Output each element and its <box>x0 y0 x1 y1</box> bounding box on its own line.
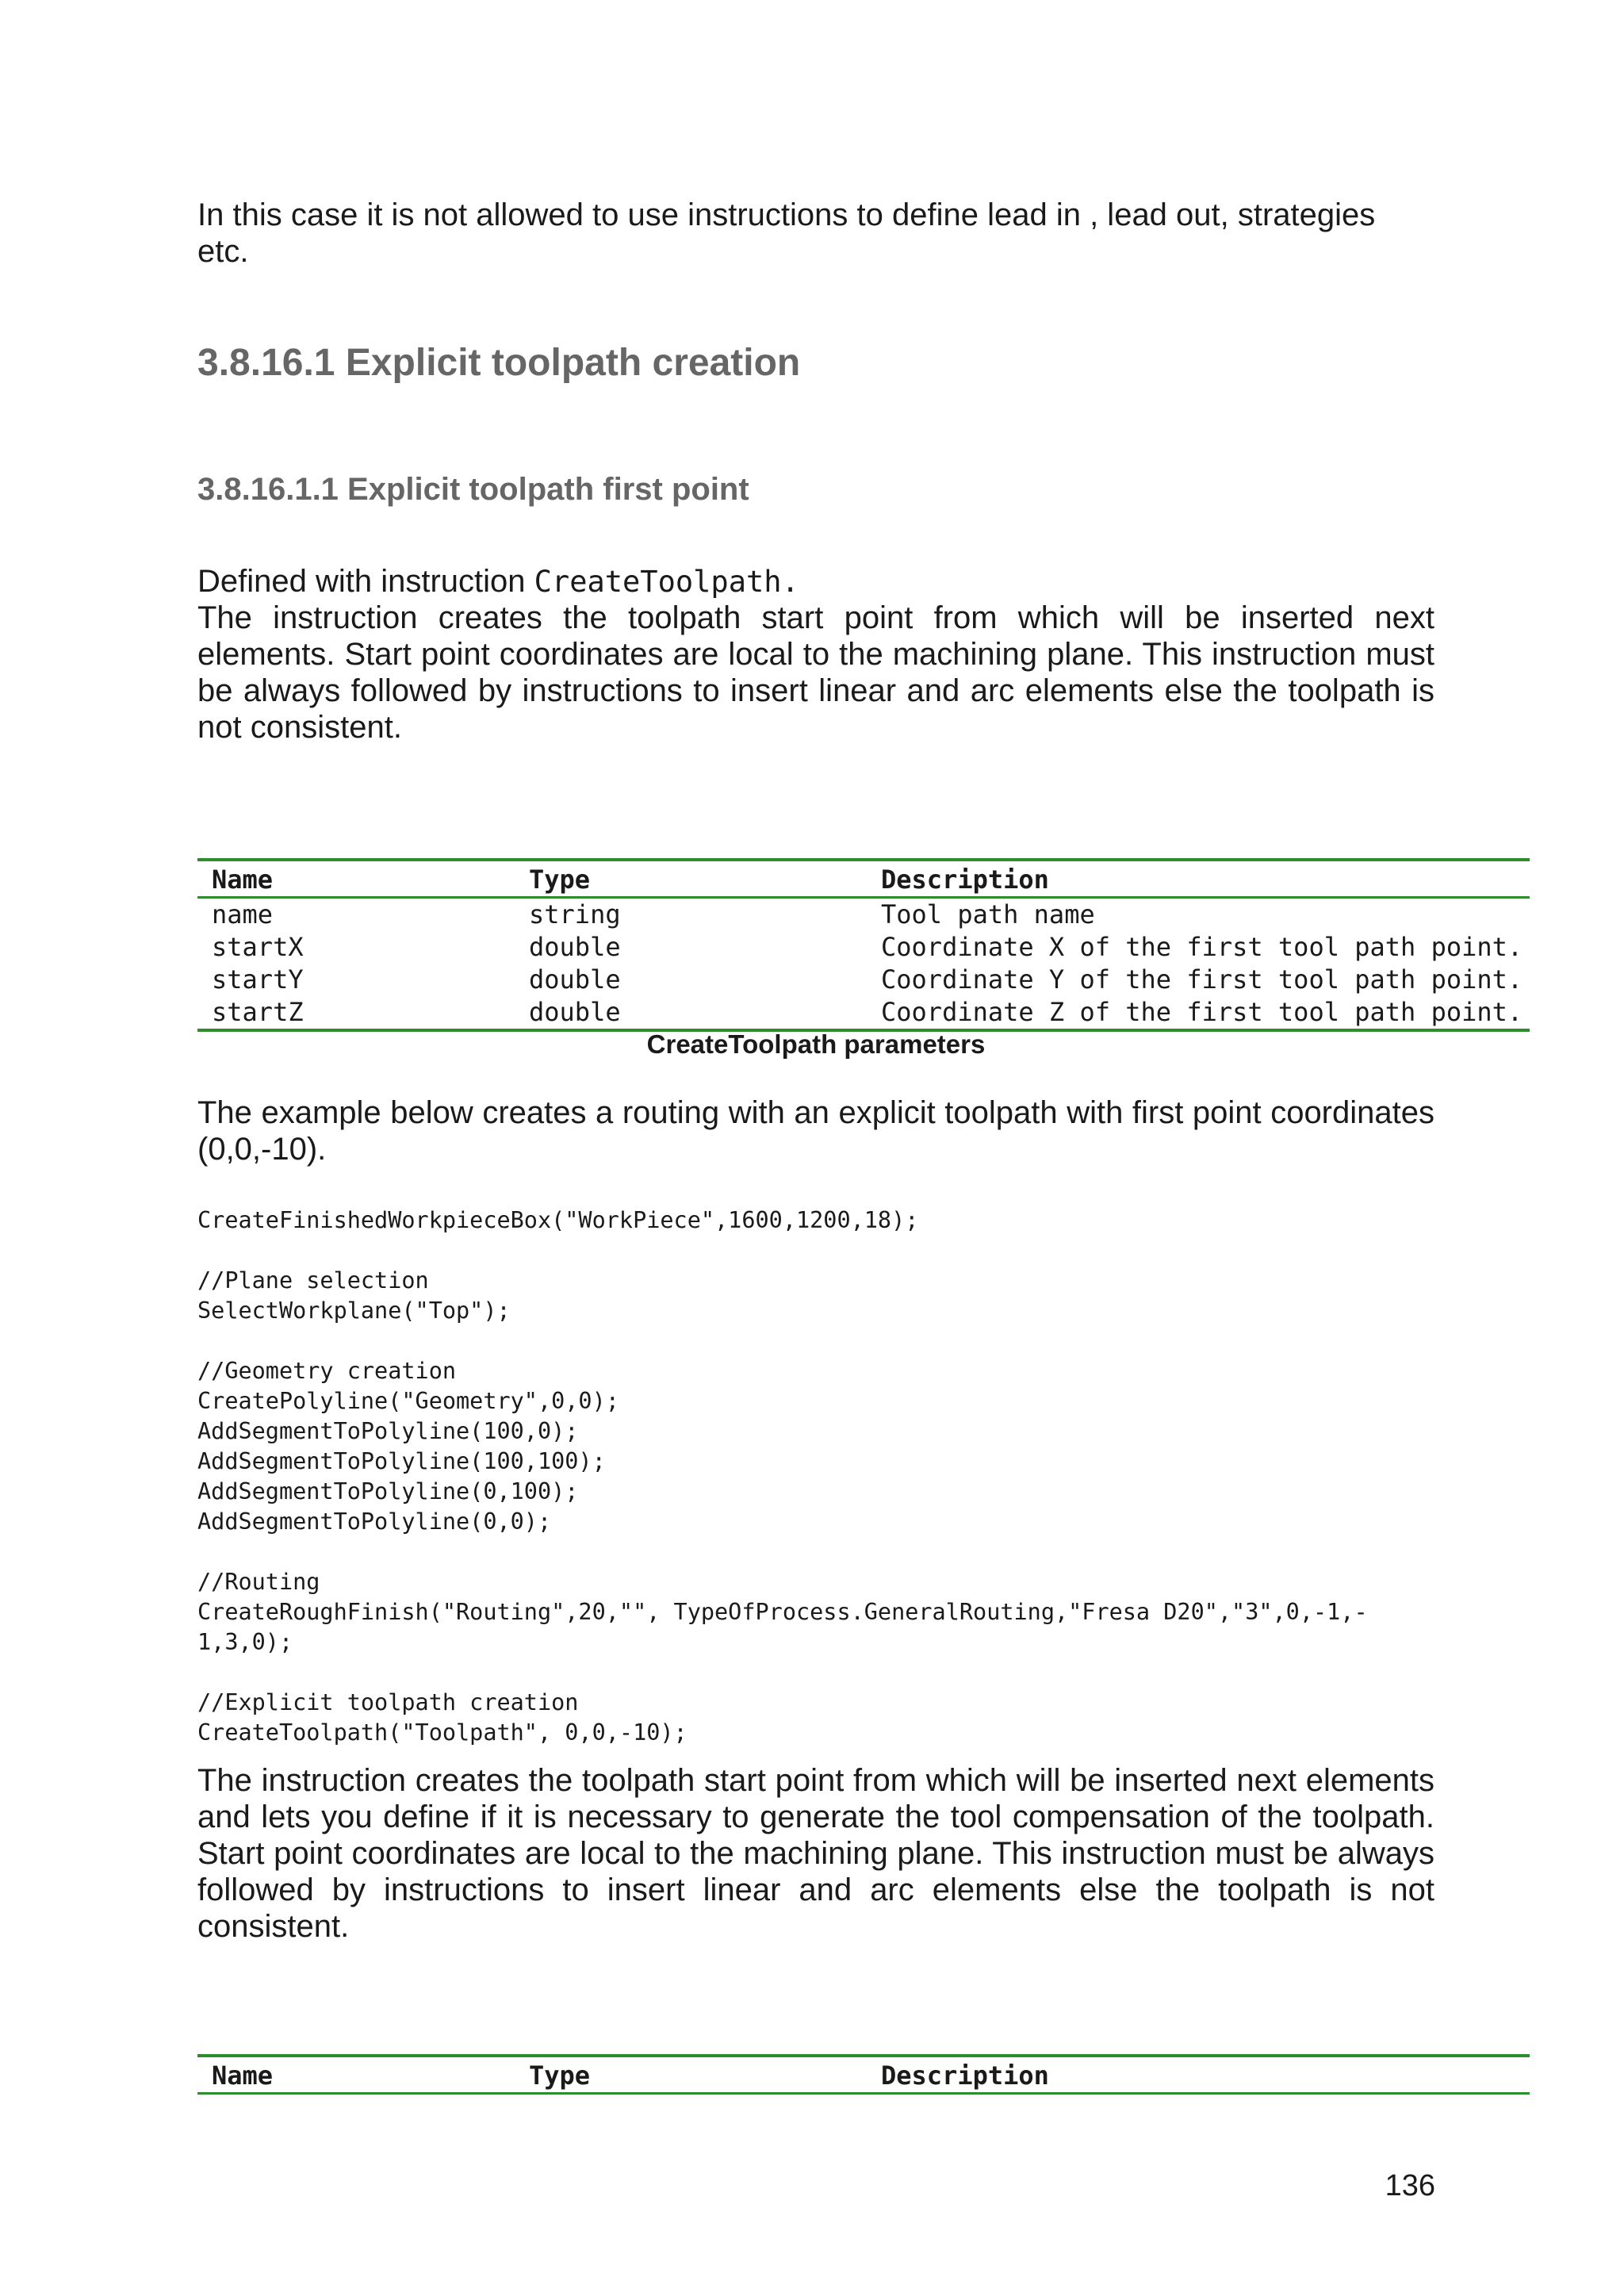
code-line: CreateToolpath("Toolpath", 0,0,-10); <box>197 1719 688 1746</box>
code-line: AddSegmentToPolyline(0,100); <box>197 1478 579 1504</box>
table-header-row <box>197 861 1530 896</box>
code-line: AddSegmentToPolyline(100,0); <box>197 1418 579 1444</box>
table-row <box>197 931 1530 964</box>
code-line: CreateRoughFinish("Routing",20,"", TypeOfProcess.GeneralRouting,"Fresa D20","3",0,-1,- <box>197 1599 1368 1625</box>
code-line: AddSegmentToPolyline(0,0); <box>197 1508 552 1535</box>
intro-line-1: In this case it is not allowed to use instructions to define lead in , lead out, strategies <box>197 197 1376 232</box>
code-line: //Plane selection <box>197 1267 429 1294</box>
cell-name: startZ <box>212 997 304 1027</box>
paragraph-3: The instruction creates the toolpath start point from which will be inserted next elements and lets you define if it is necessary to generate the tool compensation of the toolpath. Start point coordinates are local to the machining plane. This instruction must be always followed by instructions to insert linear and arc elements else the toolpath is not consistent. <box>197 1763 1434 1944</box>
code-line: //Explicit toolpath creation <box>197 1689 579 1715</box>
code-line: //Routing <box>197 1569 320 1595</box>
cell-description: Coordinate X of the first tool path point. <box>881 932 1523 962</box>
table-header-type: Type <box>529 864 591 895</box>
cell-description: Tool path name <box>881 899 1095 930</box>
defined-with-code: CreateToolpath <box>534 565 782 599</box>
code-line: SelectWorkplane("Top"); <box>197 1297 511 1324</box>
code-line: CreatePolyline("Geometry",0,0); <box>197 1388 619 1414</box>
code-example <box>197 1205 1482 1748</box>
code-line: CreateFinishedWorkpieceBox("WorkPiece",1600,1200,18); <box>197 1207 919 1233</box>
paragraph-2: The example below creates a routing with an explicit toolpath with first point coordinates (0,0,-10). <box>197 1095 1434 1167</box>
table-header-description: Description <box>881 2060 1049 2091</box>
table-header-row <box>197 2057 1530 2092</box>
parameters-table <box>197 858 1530 1032</box>
cell-description: Coordinate Y of the first tool path point. <box>881 964 1523 995</box>
table-header-name: Name <box>212 2060 274 2091</box>
cell-name: startY <box>212 964 304 995</box>
defined-with-prefix: Defined with instruction <box>197 564 534 599</box>
code-line: 1,3,0); <box>197 1629 293 1655</box>
subsection-heading: 3.8.16.1.1 Explicit toolpath first point <box>197 472 749 507</box>
cell-type: double <box>529 932 621 962</box>
page-number: 136 <box>1385 2169 1435 2202</box>
cell-description: Coordinate Z of the first tool path point. <box>881 997 1523 1027</box>
defined-with-suffix: . <box>781 565 799 599</box>
cell-name: startX <box>212 932 304 962</box>
table-row <box>197 964 1530 996</box>
cell-type: string <box>529 899 621 930</box>
code-line: AddSegmentToPolyline(100,100); <box>197 1448 606 1474</box>
table-header-name: Name <box>212 864 274 895</box>
table-row <box>197 996 1530 1029</box>
table-header-description: Description <box>881 864 1049 895</box>
paragraph-1: The instruction creates the toolpath start point from which will be inserted next elements. Start point coordinates are local to the machining plane. This instruction must be always followed by instructions to insert linear and arc elements else the toolpath is not consistent. <box>197 600 1434 745</box>
section-heading: 3.8.16.1 Explicit toolpath creation <box>197 342 801 384</box>
table-header-rule <box>197 2092 1530 2095</box>
intro-paragraph <box>197 197 1434 270</box>
intro-line-2: etc. <box>197 234 249 269</box>
table-caption: CreateToolpath parameters <box>646 1029 986 1059</box>
table-row <box>197 899 1530 931</box>
cell-type: double <box>529 997 621 1027</box>
parameters-table-2 <box>197 2054 1530 2095</box>
defined-with-line <box>197 563 1434 600</box>
code-line: //Geometry creation <box>197 1358 457 1384</box>
cell-type: double <box>529 964 621 995</box>
cell-name: name <box>212 899 274 930</box>
table-header-type: Type <box>529 2060 591 2091</box>
